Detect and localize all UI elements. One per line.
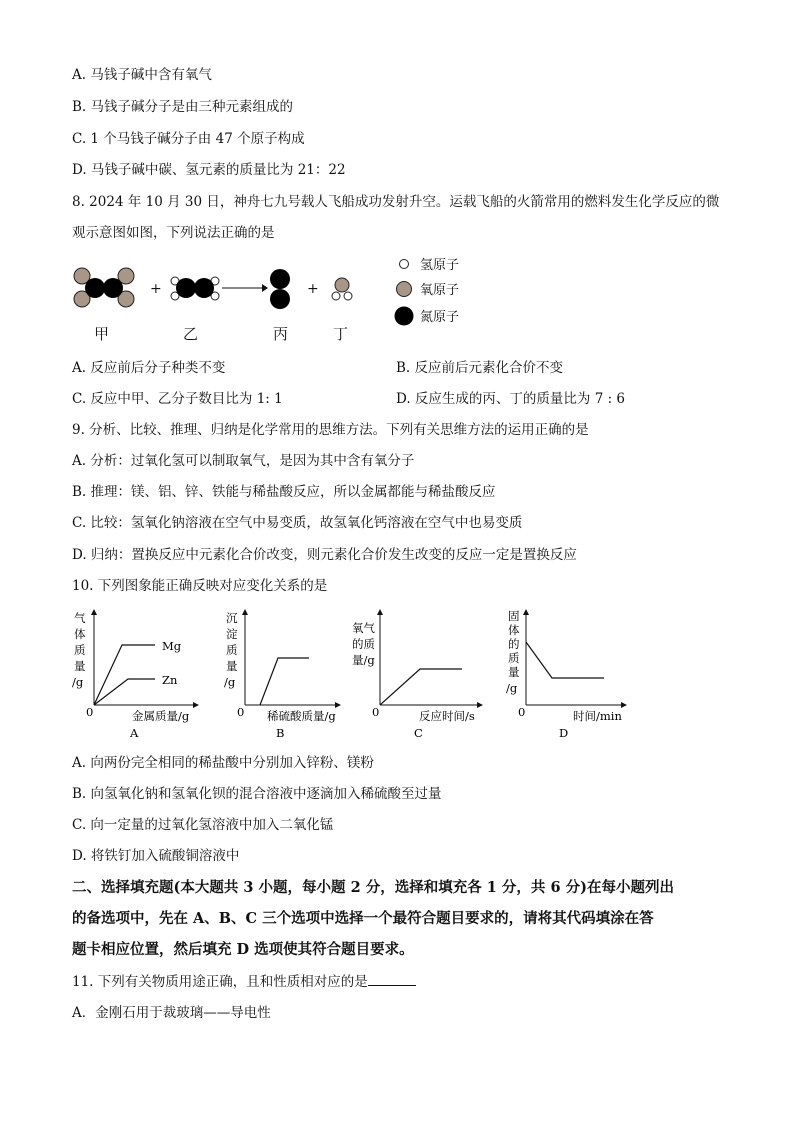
graph-c-ylabel-3: 量/g (352, 653, 375, 667)
graph-d-xlabel: 时间/min (573, 709, 622, 723)
graph-c-tag: C (414, 726, 423, 740)
q8-option-a: A. 反应前后分子种类不变 (72, 360, 226, 376)
graph-d-tag: D (559, 726, 569, 740)
q10-stem: 10. 下列图象能正确反映对应变化关系的是 (72, 578, 328, 594)
q10-graphs (0, 604, 794, 744)
graph-a-ylabel-2: 体 (74, 627, 86, 641)
q10-option-a: A. 向两份完全相同的稀盐酸中分别加入锌粉、镁粉 (72, 755, 374, 771)
q9-stem: 9. 分析、比较、推理、归纳是化学常用的思维方法。下列有关思维方法的运用正确的是 (72, 422, 589, 438)
graph-a-origin: 0 (86, 705, 94, 719)
label-bing: 丙 (273, 325, 289, 343)
q7-option-b: B. 马钱子碱分子是由三种元素组成的 (72, 99, 294, 115)
graph-c-origin: 0 (372, 705, 380, 719)
q10-option-b: B. 向氢氧化钠和氢氧化钡的混合溶液中逐滴加入稀硫酸至过量 (72, 786, 442, 802)
q8-option-b: B. 反应前后元素化合价不变 (396, 360, 564, 376)
legend-nitrogen-marker (395, 307, 414, 326)
graph-c (352, 612, 480, 740)
graph-c-xlabel: 反应时间/s (419, 709, 475, 723)
q11-answer-blank[interactable] (368, 973, 416, 986)
q11-stem: 11. 下列有关物质用途正确，且和性质相对应的是 (72, 974, 368, 990)
legend-oxygen: 氧原子 (420, 283, 460, 298)
graph-a-ylabel-3: 质 (74, 643, 86, 657)
graph-b-ylabel-5: /g (224, 675, 236, 689)
molecule-jia (74, 268, 134, 307)
graph-b-origin: 0 (237, 705, 245, 719)
q9-option-c: C. 比较：氢氧化钠溶液在空气中易变质，故氢氧化钙溶液在空气中也易变质 (72, 515, 523, 531)
q8-stem-line2: 观示意图如图，下列说法正确的是 (72, 225, 275, 241)
graph-d-ylabel-1: 固 (508, 609, 520, 623)
graph-c-ylabel-1: 氧气 (352, 621, 375, 635)
reaction-arrow (222, 284, 268, 292)
graph-d-ylabel-3: 的 (508, 637, 520, 651)
label-ding: 丁 (333, 325, 349, 343)
graph-b-tag: B (276, 726, 285, 740)
graph-a-ylabel-5: /g (72, 675, 84, 689)
graph-d-origin: 0 (518, 705, 526, 719)
legend-hydrogen: 氢原子 (420, 258, 460, 273)
graph-a-mg-line (94, 645, 155, 705)
graph-d-ylabel-6: /g (506, 681, 518, 695)
label-yi: 乙 (183, 325, 199, 343)
q7-option-a: A. 马钱子碱中含有氧气 (72, 67, 212, 83)
graph-a-series-mg: Mg (162, 639, 182, 653)
molecule-bing (270, 269, 290, 309)
graph-d-line (526, 642, 604, 678)
graph-a-zn-line (94, 679, 155, 705)
q8-option-c: C. 反应中甲、乙分子数目比为 1: 1 (72, 391, 283, 407)
graph-d (506, 609, 624, 740)
section2-line3: 题卡相应位置，然后填充 D 选项使其符合题目要求。 (72, 941, 414, 958)
section2-line1: 二、选择填充题(本大题共 3 小题，每小题 2 分，选择和填充各 1 分，共 6 分)在每小题列出 (72, 879, 674, 896)
plus-sign-1: + (150, 281, 162, 297)
legend-nitrogen: 氮原子 (420, 310, 460, 325)
q8-reaction-diagram (0, 250, 794, 350)
label-jia: 甲 (94, 325, 110, 343)
graph-c-ylabel-2: 的质 (352, 637, 375, 651)
graph-d-ylabel-5: 量 (508, 665, 520, 679)
q11-option-a: A．金刚石用于裁玻璃——导电性 (72, 1005, 271, 1021)
plus-sign-2: + (307, 281, 319, 297)
graph-c-line (380, 669, 462, 705)
graph-a-xlabel: 金属质量/g (132, 709, 190, 723)
legend-hydrogen-marker (400, 260, 409, 269)
graph-a (72, 611, 196, 740)
graph-b-ylabel-4: 量 (226, 659, 238, 673)
q9-option-d: D. 归纳：置换反应中元素化合价改变，则元素化合价发生改变的反应一定是置换反应 (72, 547, 577, 563)
legend (395, 258, 460, 326)
q7-option-c: C. 1 个马钱子碱分子由 47 个原子构成 (72, 131, 305, 147)
graph-b (224, 611, 338, 740)
q8-stem-line1: 8. 2024 年 10 月 30 日，神舟七九号载人飞船成功发射升空。运载飞船的火箭常用的燃料发生化学反应的微 (72, 194, 720, 210)
q10-option-c: C. 向一定量的过氧化氢溶液中加入二氧化锰 (72, 817, 334, 833)
graph-b-ylabel-2: 淀 (226, 627, 238, 641)
q10-option-d: D. 将铁钉加入硫酸铜溶液中 (72, 848, 240, 864)
graph-b-ylabel-1: 沉 (226, 611, 238, 625)
graph-d-ylabel-2: 体 (508, 623, 520, 637)
q11-stem-row (72, 972, 416, 992)
q8-option-d: D. 反应生成的丙、丁的质量比为 7 : 6 (396, 391, 626, 407)
molecule-yi (171, 277, 219, 300)
graph-b-ylabel-3: 质 (226, 643, 238, 657)
graph-a-ylabel-4: 量 (74, 659, 86, 673)
graph-d-ylabel-4: 质 (508, 651, 520, 665)
q9-option-a: A. 分析：过氧化氢可以制取氧气，是因为其中含有氧分子 (72, 453, 415, 469)
graph-a-ylabel-1: 气 (74, 611, 86, 625)
section2-line2: 的备选项中，先在 A、B、C 三个选项中选择一个最符合题目要求的，请将其代码填涂在答 (72, 910, 654, 927)
q7-option-d: D. 马钱子碱中碳、氢元素的质量比为 21：22 (72, 162, 346, 178)
legend-oxygen-marker (397, 282, 412, 297)
q9-option-b: B. 推理：镁、铝、锌、铁能与稀盐酸反应，所以金属都能与稀盐酸反应 (72, 484, 496, 500)
graph-a-tag: A (130, 726, 139, 740)
graph-a-series-zn: Zn (162, 673, 178, 687)
graph-b-line (260, 658, 309, 705)
molecule-ding (332, 278, 352, 300)
graph-b-xlabel: 稀硫酸质量/g (267, 709, 336, 723)
